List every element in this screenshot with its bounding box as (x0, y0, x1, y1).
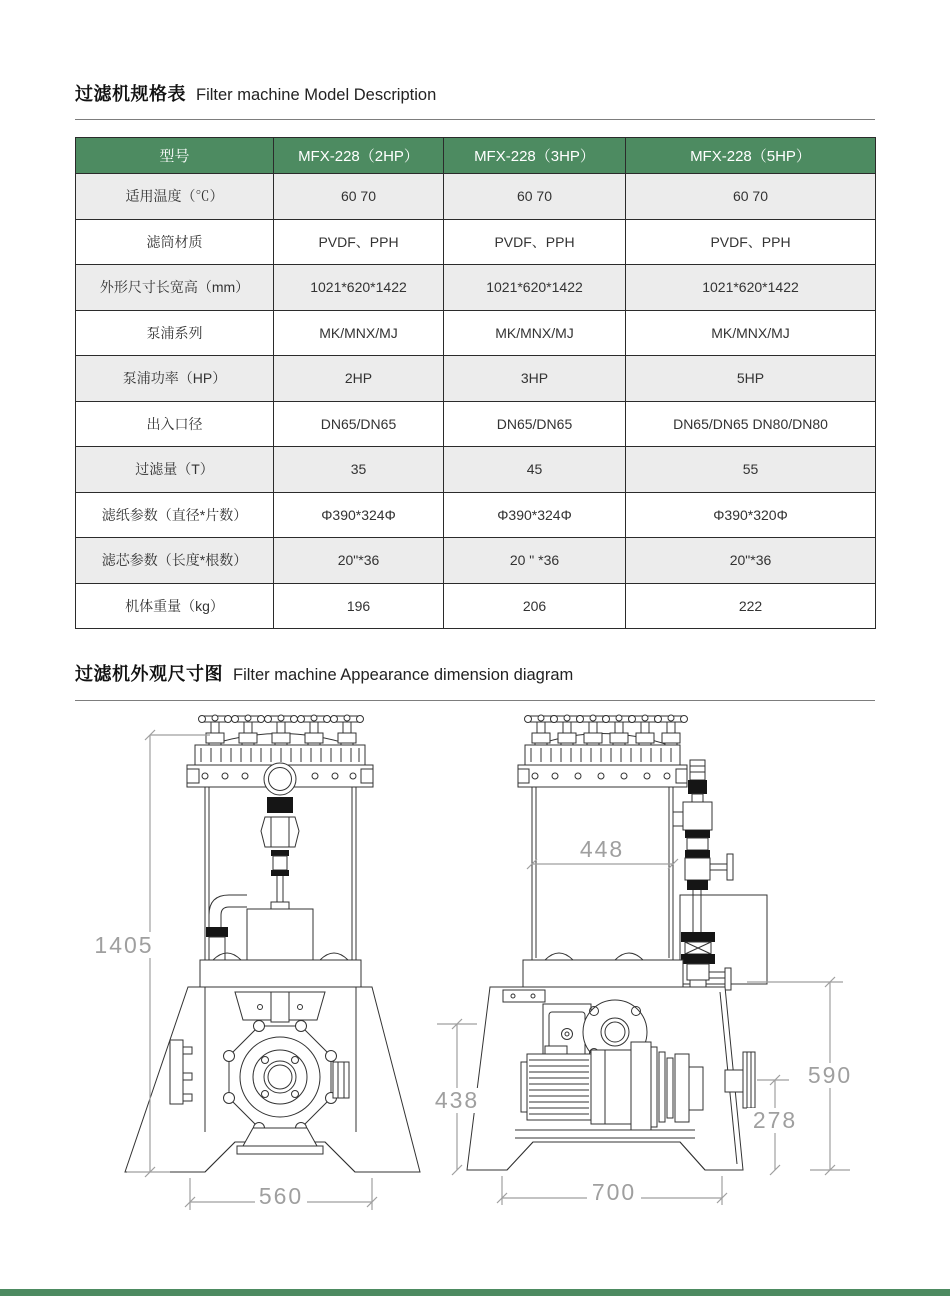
row-label: 机体重量（kg） (76, 583, 274, 629)
cell: 3HP (444, 356, 626, 402)
cell: 20"*36 (274, 538, 444, 584)
row-label: 外形尺寸长宽高（mm） (76, 265, 274, 311)
dim-title-zh: 过滤机外观尺寸图 (75, 664, 223, 684)
table-row (76, 265, 876, 311)
spec-table (75, 137, 876, 629)
table-row (76, 401, 876, 447)
dimension-front-base-width: 560 (258, 1183, 304, 1209)
cell: PVDF、PPH (626, 219, 876, 265)
row-label: 泵浦系列 (76, 310, 274, 356)
cell: 206 (444, 583, 626, 629)
cell: MK/MNX/MJ (444, 310, 626, 356)
cell: 35 (274, 447, 444, 493)
cell: 45 (444, 447, 626, 493)
row-label: 适用温度（℃） (76, 174, 274, 220)
cell: 1021*620*1422 (444, 265, 626, 311)
table-row (76, 310, 876, 356)
dimension-section-title (75, 660, 875, 686)
dimension-overall-height: 1405 (94, 932, 154, 958)
cell: DN65/DN65 (274, 401, 444, 447)
row-label: 滤筒材质 (76, 219, 274, 265)
cell: MK/MNX/MJ (626, 310, 876, 356)
cell: 60 70 (444, 174, 626, 220)
table-row (76, 492, 876, 538)
dim-title-en: Filter machine Appearance dimension diagram (233, 666, 574, 684)
cell: Φ390*320Φ (626, 492, 876, 538)
cell: 196 (274, 583, 444, 629)
cell: 20 " *36 (444, 538, 626, 584)
side-view-drawing (467, 715, 767, 1170)
cell: 2HP (274, 356, 444, 402)
dimension-body-height: 590 (807, 1062, 853, 1088)
col-header-5hp: MFX-228（5HP） (626, 138, 876, 174)
dimension-side-base-width: 700 (591, 1179, 637, 1205)
cell: 1021*620*1422 (626, 265, 876, 311)
dim-title-rule (75, 700, 875, 701)
spec-section-title (75, 80, 875, 106)
cell: 60 70 (626, 174, 876, 220)
table-row (76, 538, 876, 584)
row-label: 滤芯参数（长度*根数） (76, 538, 274, 584)
cell: DN65/DN65 DN80/DN80 (626, 401, 876, 447)
dimension-tank-width: 448 (579, 836, 625, 862)
col-header-2hp: MFX-228（2HP） (274, 138, 444, 174)
appearance-dimension-diagram (75, 702, 875, 1230)
cell: 1021*620*1422 (274, 265, 444, 311)
row-label: 出入口径 (76, 401, 274, 447)
spec-title-en: Filter machine Model Description (196, 86, 437, 104)
cell: PVDF、PPH (274, 219, 444, 265)
col-header-model: 型号 (76, 138, 274, 174)
row-label: 过滤量（T） (76, 447, 274, 493)
cell: Φ390*324Φ (274, 492, 444, 538)
cell: DN65/DN65 (444, 401, 626, 447)
dimension-pump-height: 438 (434, 1087, 480, 1113)
spec-table-header-row (76, 138, 876, 174)
col-header-3hp: MFX-228（3HP） (444, 138, 626, 174)
cell: 222 (626, 583, 876, 629)
table-row (76, 219, 876, 265)
cell: PVDF、PPH (444, 219, 626, 265)
table-row (76, 583, 876, 629)
cell: 5HP (626, 356, 876, 402)
row-label: 滤纸参数（直径*片数） (76, 492, 274, 538)
spec-title-zh: 过滤机规格表 (75, 84, 186, 104)
table-row (76, 356, 876, 402)
spec-title-rule (75, 119, 875, 120)
cell: 55 (626, 447, 876, 493)
cell: Φ390*324Φ (444, 492, 626, 538)
footer-accent-bar (0, 1289, 950, 1296)
cell: MK/MNX/MJ (274, 310, 444, 356)
table-row (76, 447, 876, 493)
cell: 20"*36 (626, 538, 876, 584)
dimension-outlet-height: 278 (752, 1107, 798, 1133)
cell: 60 70 (274, 174, 444, 220)
row-label: 泵浦功率（HP） (76, 356, 274, 402)
front-view-drawing (125, 715, 420, 1172)
table-row (76, 174, 876, 220)
